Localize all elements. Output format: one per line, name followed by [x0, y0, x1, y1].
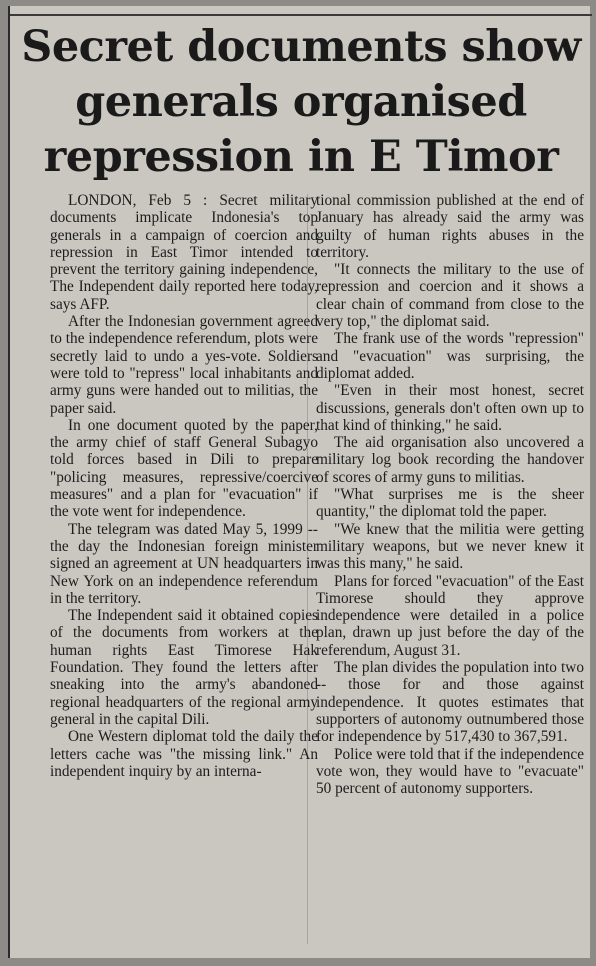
headline	[16, 20, 586, 185]
paragraph: Plans for forced "evacuation" of the East Timorese should they approve independence were detailed in a police plan, drawn up just before the day of the referendum, August 31.	[316, 572, 584, 659]
paragraph: The Independent said it obtained copies of the documents from workers at the human rights East Timorese Hak Foundation. They found the letters after sneaking into the army's abandoned regional headquarters of the regional army general in the capital Dili.	[50, 607, 318, 728]
article-column-right	[316, 192, 584, 797]
paragraph: The plan divides the population into two -- those for and those against independence. It quotes estimates that supporters of autonomy outnumbered those for independence by 517,430 to 367,591.	[316, 659, 584, 746]
headline-line-3: repression in E Timor	[43, 132, 559, 182]
paragraph: "We knew that the militia were getting military weapons, but we never knew it was this many," he said.	[316, 520, 584, 573]
paragraph: The aid organisation also uncovered a military log book recording the handover of scores of army guns to militias.	[316, 434, 584, 486]
headline-line-1: Secret documents show	[21, 22, 581, 72]
newspaper-clipping	[8, 6, 590, 958]
paragraph: The telegram was dated May 5, 1999 -- the day the Indonesian foreign minister signed an agreement at UN headquarters in New York on an independence referendum in the territory.	[50, 520, 318, 607]
paragraph: Police were told that if the independence vote won, they would have to "evacuate" 50 percent of autonomy supporters.	[316, 745, 584, 798]
paragraph: One Western diplomat told the daily the letters cache was "the missing link." An independent inquiry by an interna-	[50, 728, 318, 780]
paragraph: "It connects the military to the use of repression and coercion and it shows a clear chain of command from close to the very top," the diplomat said.	[316, 261, 584, 331]
paragraph: After the Indonesian government agreed to the independence referendum, plots were secretly laid to undo a yes-vote. Soldiers were told to "repress" local inhabitants and army guns were handed out to militias, the paper said.	[50, 313, 318, 417]
paragraph: The frank use of the words "repression" and "evacuation" was surprising, the diplomat added.	[316, 330, 584, 382]
paragraph: "What surprises me is the sheer quantity," the diplomat told the paper.	[316, 486, 584, 521]
paragraph: tional commission published at the end of January has already said the army was guilty of human rights abuses in the territory.	[316, 192, 584, 261]
headline-line-2: generals organised	[75, 77, 527, 127]
top-rule	[10, 14, 592, 16]
paragraph: LONDON, Feb 5 : Secret military documents implicate Indonesia's top generals in a campaign of coercion and repression in East Timor intended to prevent the territory gaining independence, The Independent daily reported here today, says AFP.	[50, 192, 318, 313]
paragraph: "Even in their most honest, secret discussions, generals don't often own up to that kind of thinking," he said.	[316, 382, 584, 434]
article-column-left	[50, 192, 318, 780]
paragraph: In one document quoted by the paper, the army chief of staff General Subagyo told forces based in Dili to prepare "policing measures, repressive/coercive measures" and a plan for "evacuation" if the vote went for independence.	[50, 416, 318, 521]
